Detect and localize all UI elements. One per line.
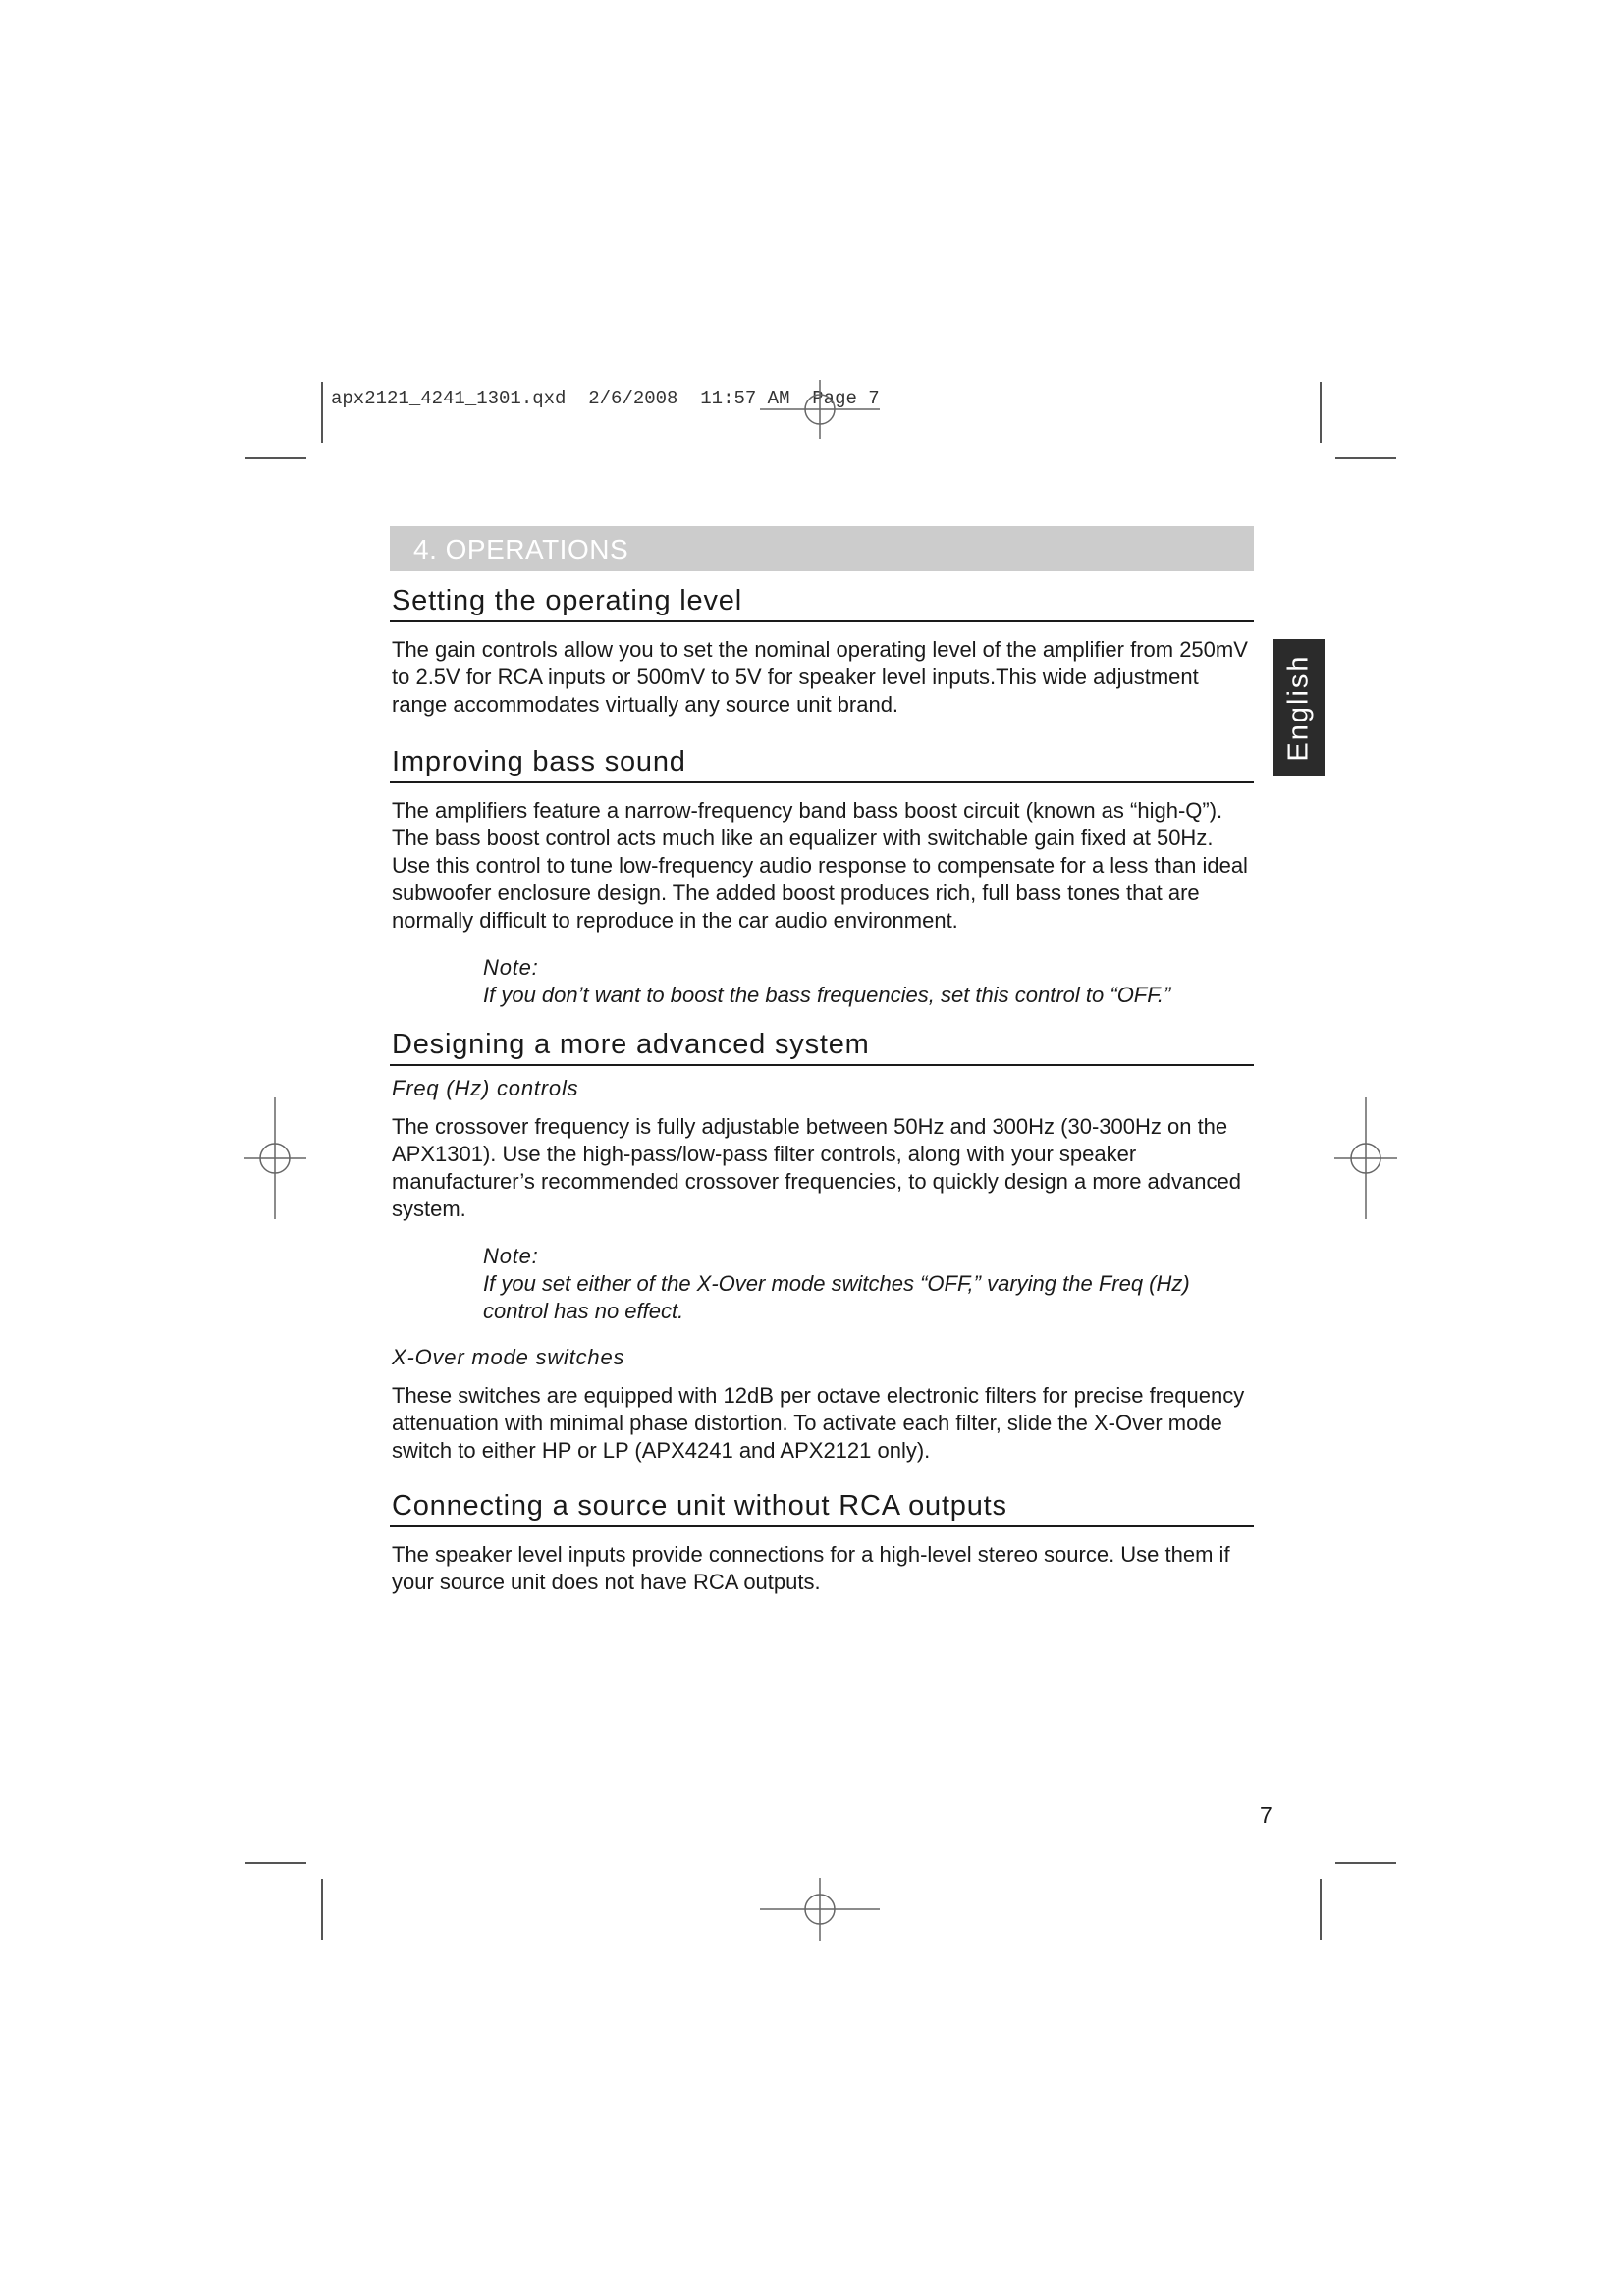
heading-operating-level: Setting the operating level (390, 579, 1254, 622)
page-number: 7 (1260, 1802, 1272, 1828)
crop-mark (321, 1879, 323, 1940)
main-content (390, 579, 1254, 1596)
heading-source-unit: Connecting a source unit without RCA outputs (390, 1484, 1254, 1527)
note-text: If you don’t want to boost the bass frequencies, set this control to “OFF.” (483, 983, 1171, 1007)
note-label: Note: (483, 955, 539, 980)
registration-mark-top-icon (760, 380, 880, 439)
paragraph: The speaker level inputs provide connections for a high-level stereo source. Use them if your source unit does not have RCA outputs. (392, 1542, 1230, 1594)
section-title: 4. OPERATIONS (413, 534, 629, 564)
note (483, 1243, 1254, 1325)
heading-advanced-system: Designing a more advanced system (390, 1023, 1254, 1066)
language-tab (1273, 639, 1325, 776)
paragraph: The gain controls allow you to set the nominal operating level of the amplifier from 250mV to 2.5V for RCA inputs or 500mV to 5V for speaker level inputs.This wide adjustment range accommodates virtually any source unit brand. (392, 637, 1248, 717)
crop-mark (1335, 457, 1396, 459)
section-title-bar (390, 526, 1254, 571)
note-text: If you set either of the X-Over mode switches “OFF,” varying the Freq (Hz) control has no effect. (483, 1271, 1190, 1323)
language-tab-label: English (1282, 654, 1315, 762)
crop-mark (245, 1862, 306, 1864)
crop-mark (1320, 382, 1322, 443)
crop-mark (1320, 1879, 1322, 1940)
registration-mark-left-icon (244, 1097, 306, 1219)
heading-bass-sound: Improving bass sound (390, 740, 1254, 783)
paragraph: Use this control to tune low-frequency audio response to compensate for a less than ideal subwoofer enclosure design. The added boost produces rich, full bass tones that are normally difficult to reproduce in the car audio environment. (392, 853, 1248, 933)
paragraph: These switches are equipped with 12dB per octave electronic filters for precise frequency attenuation with minimal phase distortion. To activate each filter, slide the X-Over mode switch to either HP or LP (APX4241 and APX2121 only). (392, 1383, 1245, 1463)
crop-mark (245, 457, 306, 459)
registration-mark-bottom-icon (760, 1878, 880, 1941)
subheading-xover-switches: X-Over mode switches (392, 1345, 625, 1369)
subheading-freq-controls: Freq (Hz) controls (392, 1076, 579, 1100)
registration-mark-right-icon (1334, 1097, 1397, 1219)
note (483, 954, 1254, 1009)
crop-mark (1335, 1862, 1396, 1864)
paragraph: The crossover frequency is fully adjustable between 50Hz and 300Hz (30-300Hz on the APX1301). Use the high-pass/low-pass filter controls, along with your speaker manufacturer’s recommended crossover frequencies, to quickly design a more advanced system. (392, 1114, 1241, 1221)
crop-mark (321, 382, 323, 443)
note-label: Note: (483, 1244, 539, 1268)
paragraph: The amplifiers feature a narrow-frequency band bass boost circuit (known as “high-Q”). The bass boost control acts much like an equalizer with switchable gain fixed at 50Hz. (392, 798, 1223, 850)
print-slug: apx2121_4241_1301.qxd 2/6/2008 11:57 AM Page 7 (331, 388, 880, 409)
